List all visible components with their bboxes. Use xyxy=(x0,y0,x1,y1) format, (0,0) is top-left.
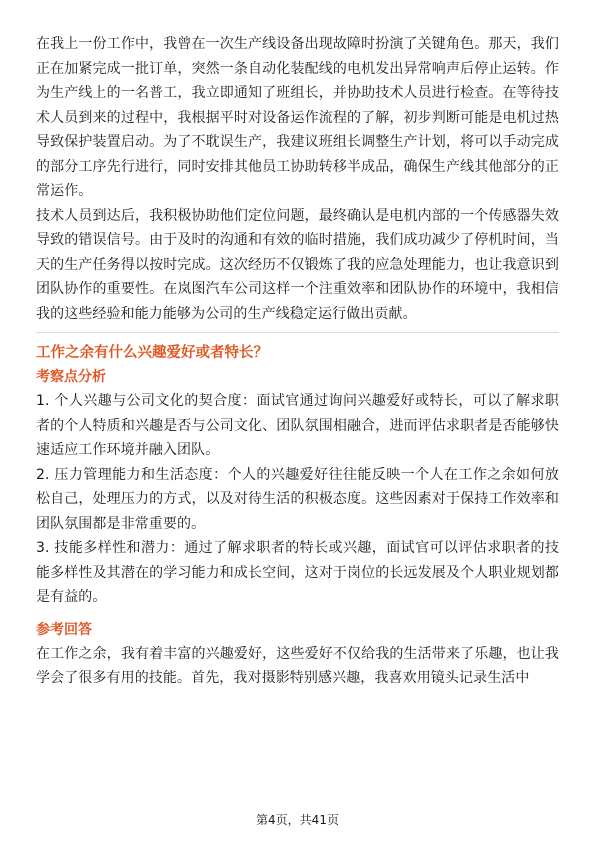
analysis-item-1: 1. 个人兴趣与公司文化的契合度：面试官通过询问兴趣爱好或特长，可以了解求职者的个人特质和兴趣是否与公司文化、团队氛围相融合，进而评估求职者是否能够快速适应工作环境并融入团队。 xyxy=(36,393,559,458)
analysis-item-2: 2. 压力管理能力和生活态度：个人的兴趣爱好往往能反映一个人在工作之余如何放松自己，处理压力的方式，以及对待生活的积极态度。这些因素对于保持工作效率和团队氛围都是非常重要的。 xyxy=(36,466,559,532)
intro-paragraph-1: 在我上一份工作中，我曾在一次生产线设备出现故障时扮演了关键角色。那天，我们正在加紧完成一批订单，突然一条自动化装配线的电机发出异常响声后停止运转。作为生产线上的一名普工，我立即通知了班组长，并协助技术人员进行检查。在等待技术人员到来的过程中，我根据平时对设备运作流程的了解，初步判断可能是电机过热导致保护装置启动。为了不耽误生产，我建议班组长调整生产计划，将可以手动完成的部分工序先行进行，同时安排其他员工协助转移半成品，确保生产线其他部分的正常运作。 xyxy=(36,36,559,199)
intro-paragraph-2: 技术人员到达后，我积极协助他们定位问题，最终确认是电机内部的一个传感器失效导致的错误信号。由于及时的沟通和有效的临时措施，我们成功减少了停机时间，当天的生产任务得以按时完成。这次经历不仅锻炼了我的应急处理能力，也让我意识到团队协作的重要性。在岚图汽车公司这样一个注重效率和团队协作的环境中，我相信我的这些经验和能力能够为公司的生产线稳定运行做出贡献。 xyxy=(36,207,559,322)
page-number-footer: 第4页，共41页 xyxy=(256,813,339,827)
question-heading: 工作之余有什么兴趣爱好或者特长？ xyxy=(36,345,268,361)
analysis-title: 考察点分析 xyxy=(36,369,106,385)
answer-title: 参考回答 xyxy=(36,621,92,638)
answer-paragraph: 在工作之余，我有着丰富的兴趣爱好，这些爱好不仅给我的生活带来了乐趣，也让我学会了很多有用的技能。首先，我对摄影特别感兴趣，我喜欢用镜头记录生活中 xyxy=(36,645,559,686)
analysis-item-3: 3. 技能多样性和潜力：通过了解求职者的特长或兴趣，面试官可以评估求职者的技能多样性及其潜在的学习能力和成长空间，这对于岗位的长远发展及个人职业规划都是有益的。 xyxy=(36,540,559,605)
page-content xyxy=(36,32,559,691)
section-divider xyxy=(36,332,559,333)
